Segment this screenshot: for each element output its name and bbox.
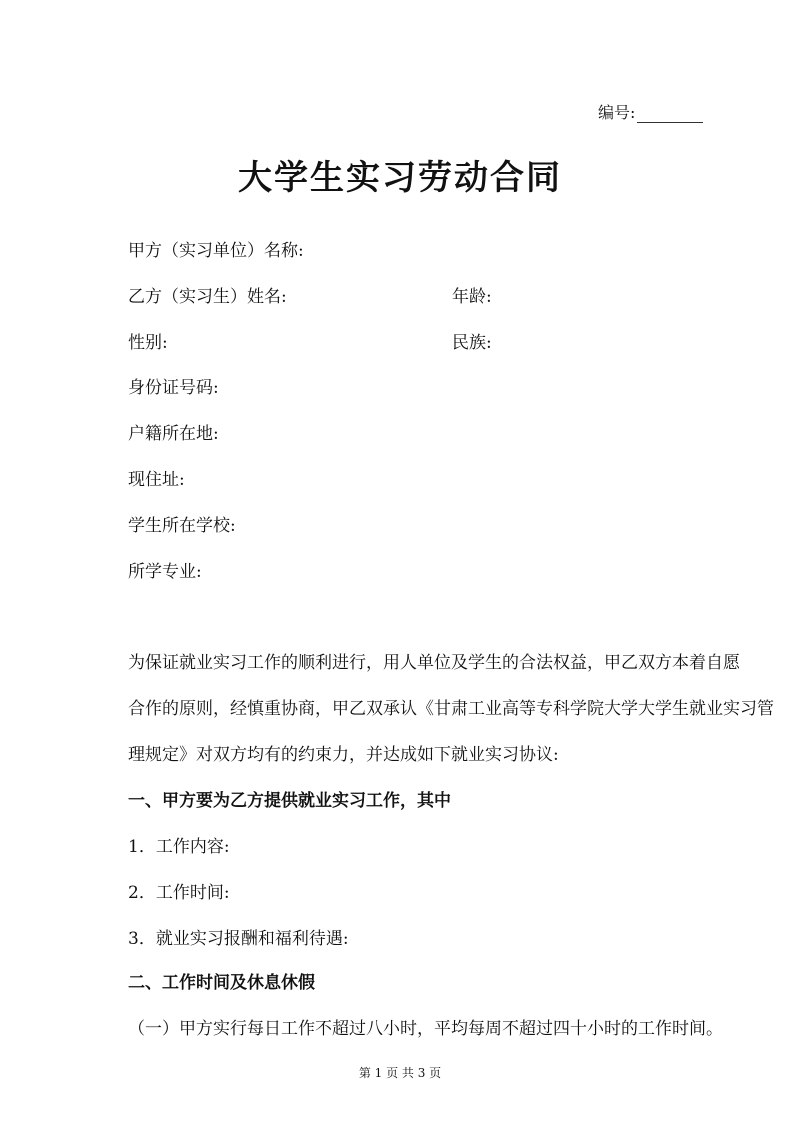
field-gender: 性别: bbox=[128, 333, 168, 353]
preamble-line: 理规定》对双方均有的约束力，并达成如下就业实习协议: bbox=[128, 745, 559, 765]
document-title: 大学生实习劳动合同 bbox=[238, 158, 562, 198]
preamble-line: 合作的原则，经慎重协商，甲乙双承认《甘肃工业高等专科学院大学大学生就业实习管 bbox=[128, 699, 774, 719]
preamble-line: 为保证就业实习工作的顺利进行，用人单位及学生的合法权益，甲乙双方本着自愿 bbox=[128, 653, 740, 673]
serial-number-label: 编号: bbox=[598, 103, 636, 122]
section-1-heading: 一、甲方要为乙方提供就业实习工作，其中 bbox=[128, 791, 451, 811]
section-2-heading: 二、工作时间及休息休假 bbox=[128, 973, 315, 993]
field-address: 现住址: bbox=[128, 470, 185, 490]
field-major: 所学专业: bbox=[128, 562, 202, 582]
field-age: 年龄: bbox=[452, 287, 492, 307]
field-household: 户籍所在地: bbox=[128, 424, 219, 444]
field-school: 学生所在学校: bbox=[128, 516, 236, 536]
field-party-a: 甲方（实习单位）名称: bbox=[128, 241, 304, 261]
field-id-number: 身份证号码: bbox=[128, 378, 219, 398]
section-2-clause-1: （一）甲方实行每日工作不超过八小时，平均每周不超过四十小时的工作时间。 bbox=[128, 1019, 723, 1039]
section-1-item: 2．工作时间: bbox=[128, 883, 230, 903]
field-ethnicity: 民族: bbox=[452, 333, 492, 353]
serial-number bbox=[598, 100, 703, 123]
serial-number-blank bbox=[637, 106, 703, 123]
section-1-item: 3．就业实习报酬和福利待遇: bbox=[128, 929, 349, 949]
field-party-b: 乙方（实习生）姓名: bbox=[128, 287, 287, 307]
page-footer: 第 1 页 共 3 页 bbox=[358, 1066, 442, 1080]
section-1-item: 1．工作内容: bbox=[128, 837, 230, 857]
